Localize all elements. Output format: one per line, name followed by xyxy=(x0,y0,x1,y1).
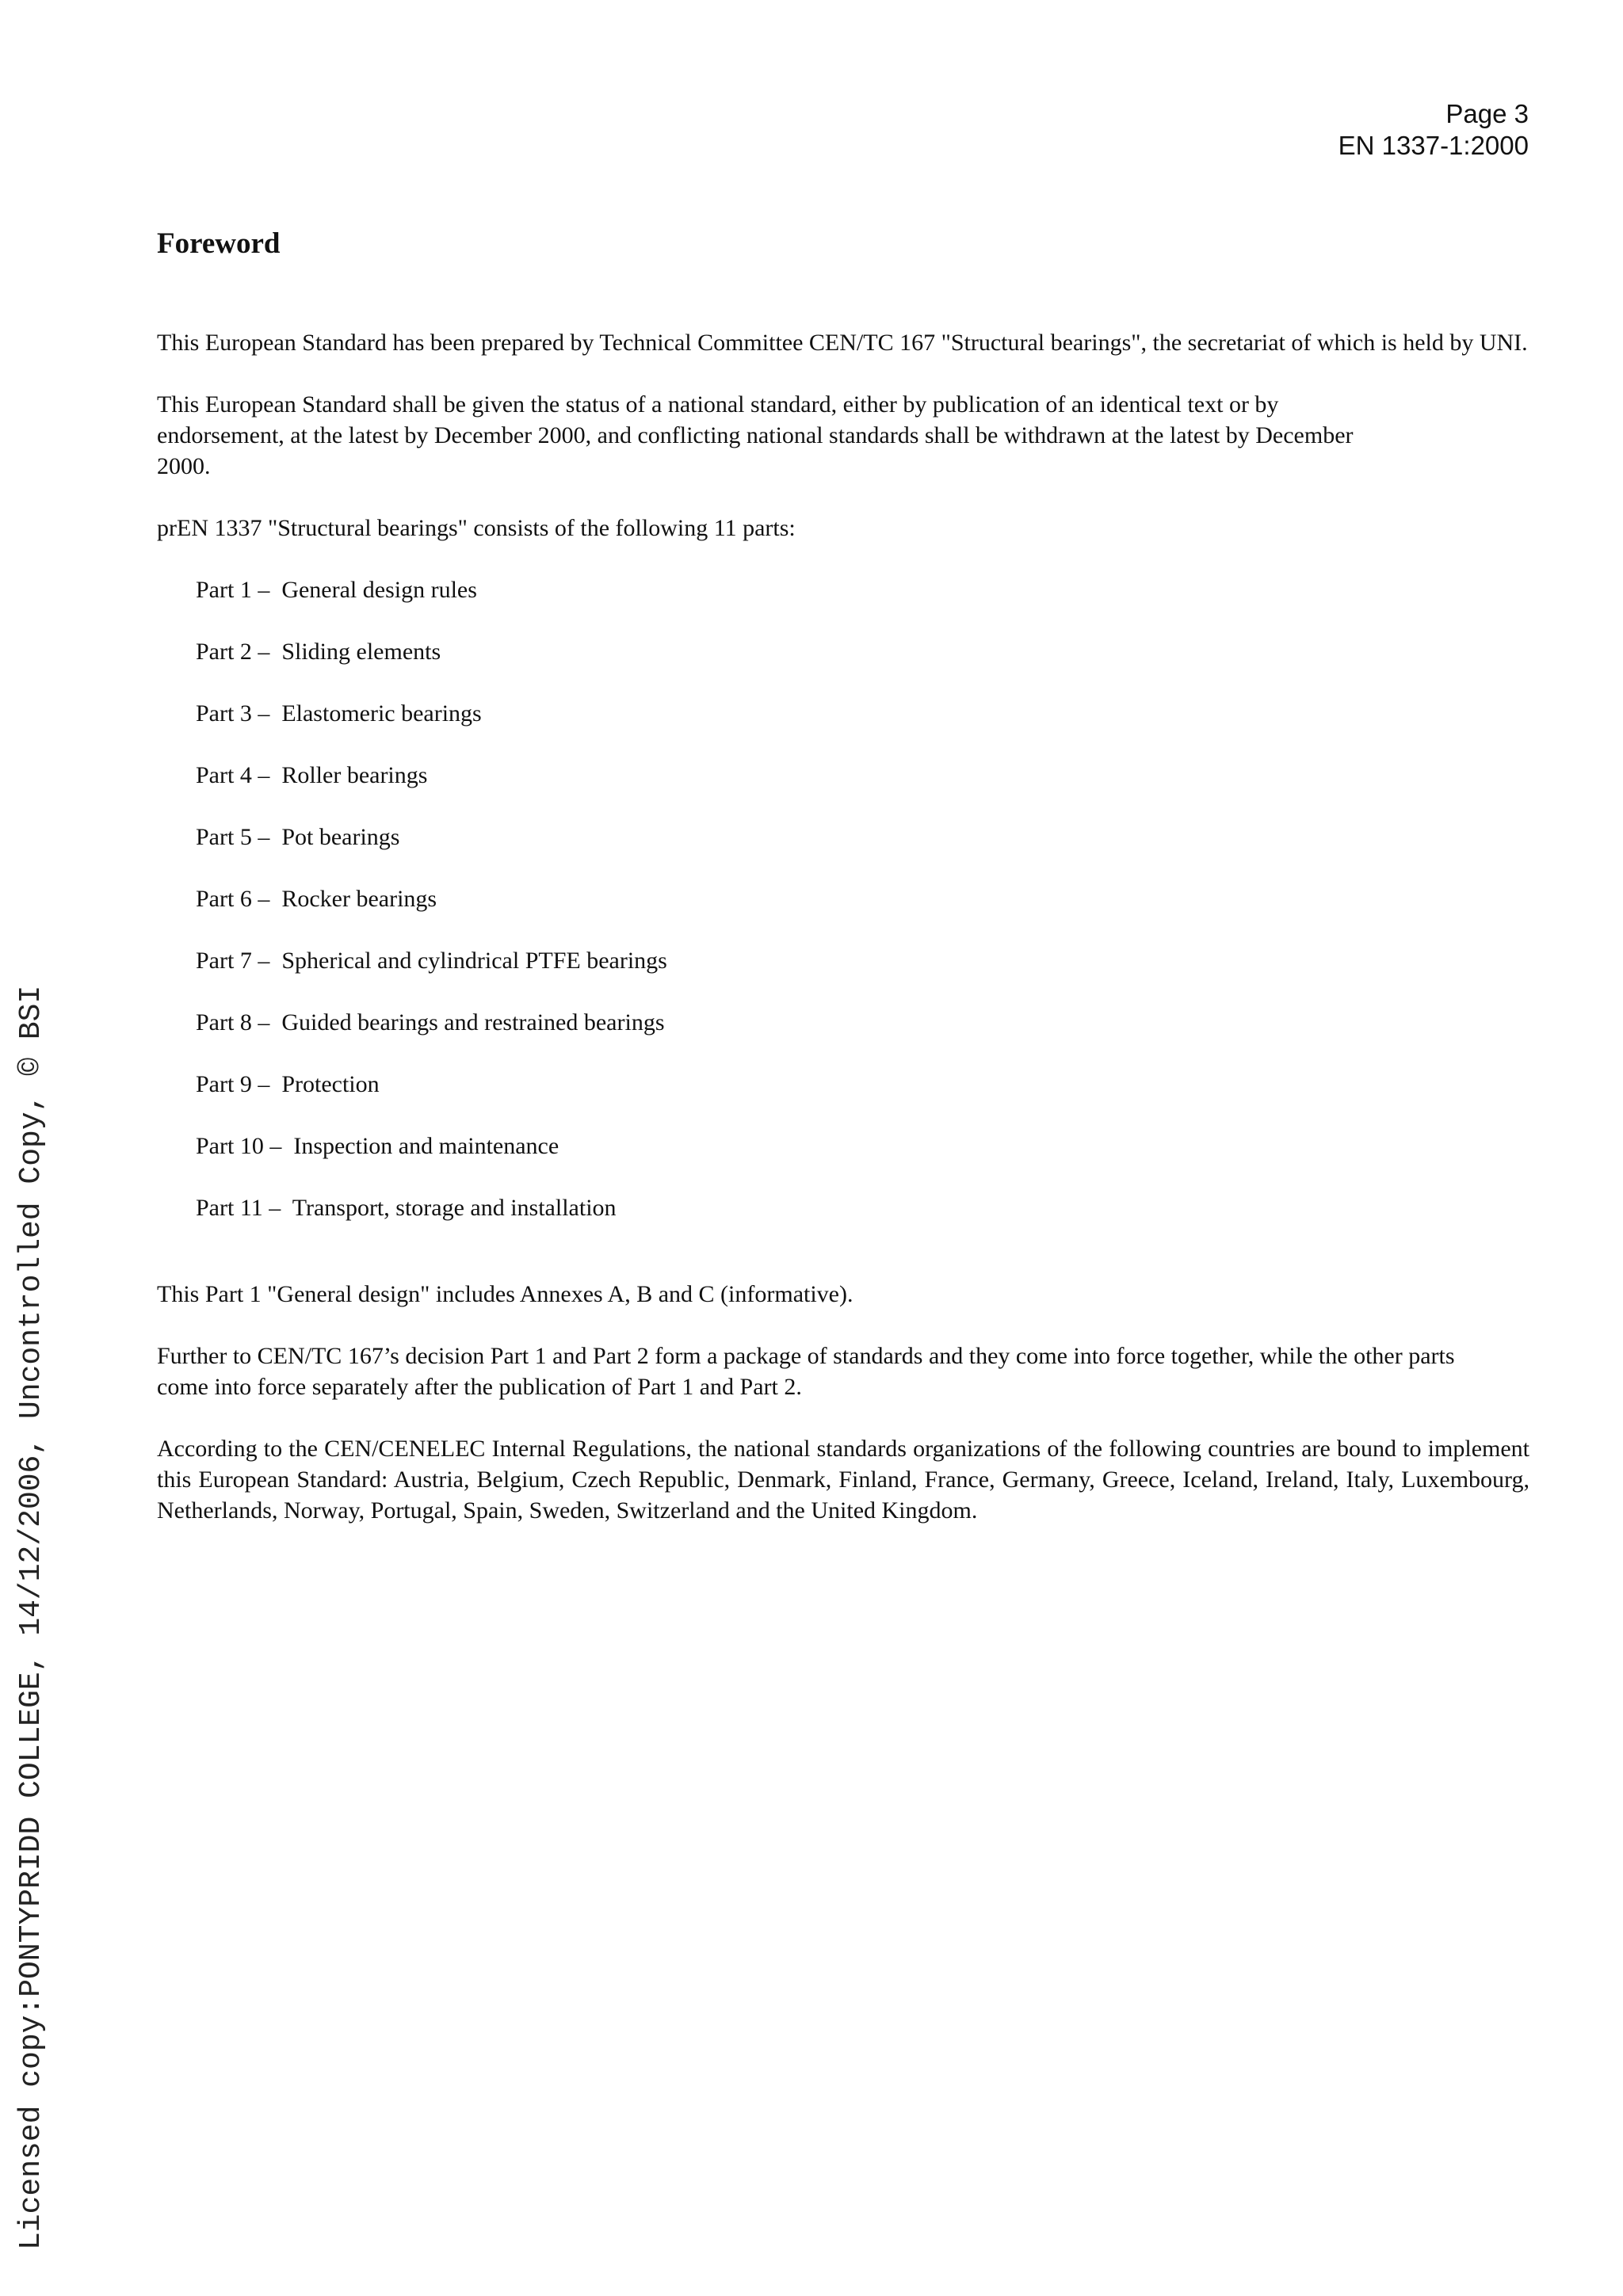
list-item xyxy=(196,1192,1529,1223)
license-watermark: Licensed copy:PONTYPRIDD COLLEGE, 14/12/2006, Uncontrolled Copy, © BSI xyxy=(14,985,48,2250)
list-item xyxy=(196,822,1529,852)
part-label: Part 3 – xyxy=(196,700,270,727)
part-label: Part 7 – xyxy=(196,948,270,974)
part-title: Sliding elements xyxy=(281,639,441,665)
parts-list xyxy=(196,574,1529,1223)
part-title: Elastomeric bearings xyxy=(281,700,482,727)
part-label: Part 9 – xyxy=(196,1071,270,1097)
standard-reference: EN 1337-1:2000 xyxy=(1338,131,1529,160)
page-header xyxy=(1338,98,1529,162)
part-label: Part 10 – xyxy=(196,1133,282,1159)
document-body xyxy=(157,222,1529,1557)
part-title: Transport, storage and installation xyxy=(292,1195,617,1221)
list-item xyxy=(196,1007,1529,1038)
paragraph-annexes: This Part 1 "General design" includes Annexes A, B and C (informative). xyxy=(157,1281,854,1307)
part-title: Roller bearings xyxy=(281,762,428,788)
page-number: Page 3 xyxy=(1445,99,1529,128)
paragraph-committee: This European Standard has been prepared by Technical Committee CEN/TC 167 "Structural bearings", the secretariat of which is held by UNI. xyxy=(157,330,1528,356)
part-label: Part 5 – xyxy=(196,824,270,850)
paragraph-status: This European Standard shall be given the status of a national standard, either by publication of an identical text or by endorsement, at the latest by December 2000, and conflicting national standards shall be withdrawn at the latest by December 2000. xyxy=(157,391,1354,479)
list-item xyxy=(196,1069,1529,1100)
list-item xyxy=(196,760,1529,791)
list-item xyxy=(196,636,1529,667)
paragraph-package: Further to CEN/TC 167’s decision Part 1 and Part 2 form a package of standards and they come into force together, while the other parts come into force separately after the publication of Part 1 and Part 2. xyxy=(157,1343,1455,1400)
part-title: Rocker bearings xyxy=(281,886,437,912)
list-item xyxy=(196,698,1529,729)
list-item xyxy=(196,945,1529,976)
paragraph-regulations: According to the CEN/CENELEC Internal Regulations, the national standards organizations of the following countries are bound to implement this European Standard: Austria, Belgium, Czech Republic, Denmark, Finland, France, Germany, Greece, Iceland, Ireland, Italy, Luxembourg, Netherlands, Norway, Portugal, Spain, Sweden, Switzerland and the United Kingdom. xyxy=(157,1436,1529,1524)
list-item xyxy=(196,574,1529,605)
part-label: Part 8 – xyxy=(196,1009,270,1035)
list-item xyxy=(196,1131,1529,1161)
part-label: Part 1 – xyxy=(196,577,270,603)
part-title: General design rules xyxy=(281,577,477,603)
part-label: Part 6 – xyxy=(196,886,270,912)
part-label: Part 2 – xyxy=(196,639,270,665)
paragraph-parts-intro: prEN 1337 "Structural bearings" consists of the following 11 parts: xyxy=(157,515,796,541)
part-title: Protection xyxy=(281,1071,380,1097)
part-title: Guided bearings and restrained bearings xyxy=(281,1009,665,1035)
part-label: Part 4 – xyxy=(196,762,270,788)
part-title: Spherical and cylindrical PTFE bearings xyxy=(281,948,667,974)
part-title: Inspection and maintenance xyxy=(293,1133,559,1159)
section-title: Foreword xyxy=(157,227,281,260)
list-item xyxy=(196,883,1529,914)
part-label: Part 11 – xyxy=(196,1195,281,1221)
part-title: Pot bearings xyxy=(281,824,400,850)
